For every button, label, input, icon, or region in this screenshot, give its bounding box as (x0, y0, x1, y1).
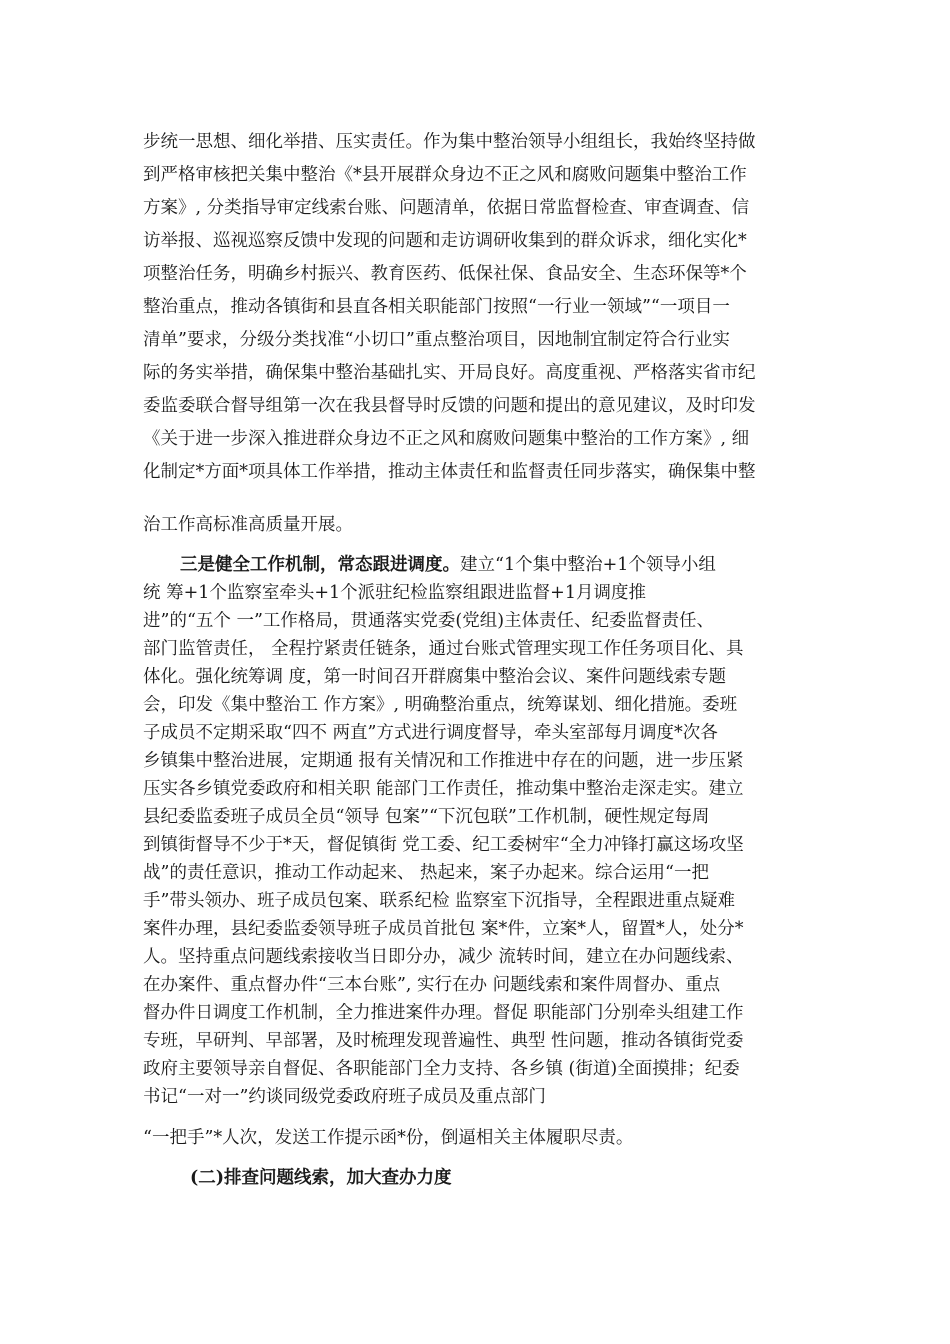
paragraph-lead: 三是健全工作机制，常态跟进调度。 (180, 555, 460, 575)
text-line: 到严格审核把关集中整治《*县开展群众身边不正之风和腐败问题集中整治工作 (143, 165, 747, 185)
text-line: 会，印发《集中整治工 作方案》, 明确整治重点，统筹谋划、细化措施。委班 (143, 695, 738, 715)
paragraph-first-line (180, 553, 716, 577)
text-line: 委监委联合督导组第一次在我县督导时反馈的问题和提出的意见建议，及时印发 (143, 396, 756, 416)
text-line: 整治重点，推动各镇街和县直各相关职能部门按照“一行业一领域”“一项目一 (143, 297, 730, 317)
text-line: 政府主要领导亲自督促、各职能部门全力支持、各乡镇 (街道)全面摸排；纪委 (143, 1059, 740, 1079)
text-line: 体化。强化统筹调 度，第一时间召开群腐集中整治会议、案件问题线索专题 (143, 667, 727, 687)
text-line: 步统一思想、细化举措、压实责任。作为集中整治领导小组组长，我始终坚持做 (143, 132, 756, 152)
text-line: 战”的责任意识，推动工作动起来、 热起来，案子办起来。综合运用“一把 (143, 863, 709, 883)
text-line: 进”的“五个 一”工作格局，贯通落实党委(党组)主体责任、纪委监督责任、 (143, 611, 715, 631)
paragraph-first-rest: 建立“1个集中整治+1个领导小组 (460, 555, 716, 575)
text-line: 人。坚持重点问题线索接收当日即分办，减少 流转时间，建立在办问题线索、 (143, 947, 744, 967)
text-line: 化制定*方面*项具体工作举措，推动主体责任和监督责任同步落实，确保集中整 (143, 462, 756, 482)
text-line: 项整治任务，明确乡村振兴、教育医药、低保社保、食品安全、生态环保等*个 (143, 264, 747, 284)
text-line: 《关于进一步深入推进群众身边不正之风和腐败问题集中整治的工作方案》, 细 (143, 429, 750, 449)
text-line: 访举报、巡视巡察反馈中发现的问题和走访调研收集到的群众诉求，细化实化* (143, 231, 747, 251)
text-line: 压实各乡镇党委政府和相关职 能部门工作责任，推动集中整治走深走实。建立 (143, 779, 744, 799)
text-line: “一把手”*人次，发送工作提示函*份，倒逼相关主体履职尽责。 (143, 1128, 634, 1148)
text-line: 案件办理，县纪委监委领导班子成员首批包 案*件，立案*人，留置*人，处分* (143, 919, 744, 939)
text-line: 方案》, 分类指导审定线索台账、问题清单，依据日常监督检查、审查调查、信 (143, 198, 750, 218)
text-line: 书记“一对一”约谈同级党委政府班子成员及重点部门 (143, 1087, 546, 1107)
text-line: 清单”要求，分级分类找准“小切口”重点整治项目，因地制宜制定符合行业实 (143, 330, 730, 350)
text-line: 手”带头领办、班子成员包案、联系纪检 监察室下沉指导，全程跟进重点疑难 (143, 891, 736, 911)
section-heading: (二)排查问题线索，加大查办力度 (190, 1168, 452, 1188)
text-line: 际的务实举措，确保集中整治基础扎实、开局良好。高度重视、严格落实省市纪 (143, 363, 756, 383)
text-line: 子成员不定期采取“四不 两直”方式进行调度督导，牵头室部每月调度*次各 (143, 723, 718, 743)
text-line: 统 筹+1个监察室牵头+1个派驻纪检监察组跟进监督+1月调度推 (143, 583, 646, 603)
text-line: 督办件日调度工作机制，全力推进案件办理。督促 职能部门分别牵头组建工作 (143, 1003, 744, 1023)
text-line: 县纪委监委班子成员全员“领导 包案”“下沉包联”工作机制，硬性规定每周 (143, 807, 710, 827)
text-line: 在办案件、重点督办件“三本台账”, 实行在办 问题线索和案件周督办、重点 (143, 975, 721, 995)
text-line: 专班，早研判、早部署，及时梳理发现普遍性、典型 性问题，推动各镇街党委 (143, 1031, 744, 1051)
text-line: 乡镇集中整治进展，定期通 报有关情况和工作推进中存在的问题，进一步压紧 (143, 751, 744, 771)
text-line: 部门监管责任， 全程拧紧责任链条，通过台账式管理实现工作任务项目化、具 (143, 639, 744, 659)
text-line: 到镇街督导不少于*天，督促镇街 党工委、纪工委树牢“全力冲锋打赢这场攻坚 (143, 835, 744, 855)
text-line: 治工作高标准高质量开展。 (143, 515, 353, 535)
